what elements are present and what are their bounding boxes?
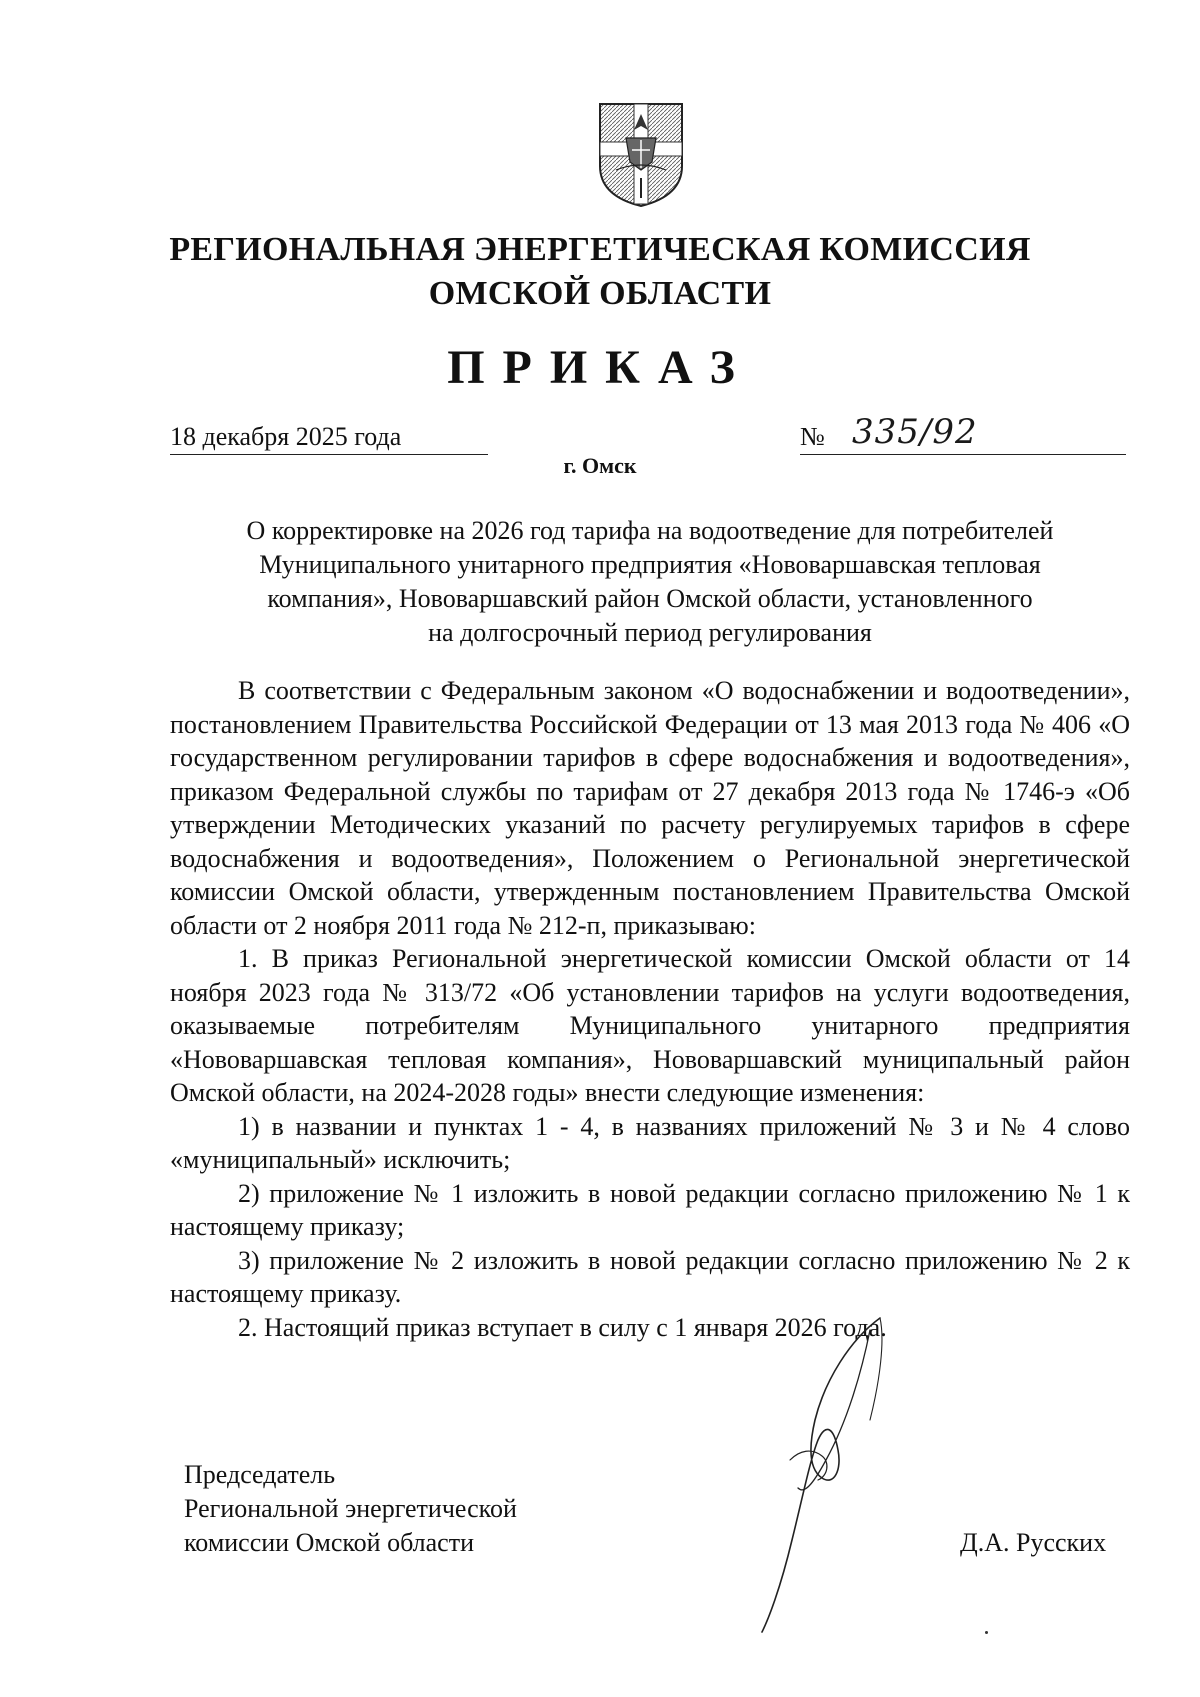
organization-title: [150, 228, 1050, 316]
subject-line: Муниципального унитарного предприятия «Нововаршавская тепловая: [259, 550, 1041, 579]
scan-dot: [985, 1631, 988, 1634]
subject-line: компания», Нововаршавский район Омской области, установленного: [267, 584, 1033, 613]
signer-position-line-3: комиссии Омской области: [184, 1528, 474, 1557]
handwritten-signature-icon: [730, 1310, 900, 1640]
subject-line: О корректировке на 2026 год тарифа на водоотведение для потребителей: [246, 516, 1054, 545]
subject-line: на долгосрочный период регулирования: [428, 618, 872, 647]
document-type-heading: ПРИКАЗ: [447, 341, 753, 394]
signer-name: Д.А. Русских: [960, 1528, 1107, 1557]
document-number-block: [800, 414, 1126, 455]
document-number-handwritten: 335/92: [852, 412, 978, 452]
signer-position: [184, 1458, 517, 1560]
document-subject: [170, 514, 1130, 650]
signer-position-line-2: Региональной энергетической: [184, 1494, 517, 1523]
number-sign: №: [800, 422, 825, 451]
signer-position-line-1: Председатель: [184, 1460, 336, 1489]
item-1-subitem-3: 3) приложение № 2 изложить в новой редакции согласно приложению № 2 к настоящему приказу.: [170, 1245, 1130, 1308]
item-1-subitem-1: 1) в названии и пунктах 1 - 4, в названиях приложений № 3 и № 4 слово «муниципальный» исключить;: [170, 1111, 1130, 1174]
organization-title-line-2: ОМСКОЙ ОБЛАСТИ: [428, 275, 772, 312]
item-1-subitem-2: 2) приложение № 1 изложить в новой редакции согласно приложению № 1 к настоящему приказу;: [170, 1178, 1130, 1241]
coat-of-arms-icon: [596, 100, 686, 210]
document-date: 18 декабря 2025 года: [170, 420, 488, 455]
organization-title-line-1: РЕГИОНАЛЬНАЯ ЭНЕРГЕТИЧЕСКАЯ КОМИССИЯ: [169, 231, 1031, 268]
document-body: [170, 674, 1130, 1344]
item-2-paragraph: 2. Настоящий приказ вступает в силу с 1 января 2026 года.: [238, 1312, 887, 1342]
item-1-paragraph: 1. В приказ Региональной энергетической комиссии Омской области от 14 ноября 2023 года № 313/72 «Об установлении тарифов на услуги водоотведения, оказываемые потребителям Муниципального унитарного предприятия «Нововаршавская тепловая компания», Нововаршавский муниципальный район Омской области, на 2024-2028 годы» внести следующие изменения:: [170, 944, 1130, 1107]
preamble-paragraph: В соответствии с Федеральным законом «О водоснабжении и водоотведении», постановлением Правительства Российской Федерации от 13 мая 2013 года № 406 «О государственном регулировании тарифов в сфере водоснабжения и водоотведения», приказом Федеральной службы по тарифам от 27 декабря 2013 года № 1746-э «Об утверждении Методических указаний по расчету регулируемых тарифов в сфере водоснабжения и водоотведения», Положением о Региональной энергетической комиссии Омской области, утвержденным постановлением Правительства Омской области от 2 ноября 2011 года № 212-п, приказываю:: [170, 676, 1130, 940]
document-city: г. Омск: [563, 453, 637, 478]
